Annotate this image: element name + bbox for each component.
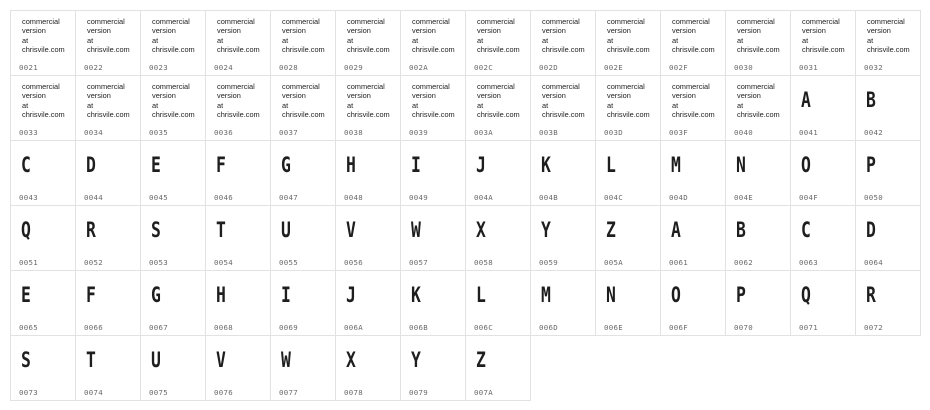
unicode-code-label: 006C [474, 323, 493, 332]
commercial-version-note: commercial version at chrisvile.com [607, 82, 650, 120]
glyph-cell[interactable] [661, 76, 726, 141]
glyph-cell[interactable] [11, 11, 76, 76]
unicode-code-label: 0076 [214, 388, 233, 397]
glyph-preview: H [216, 283, 226, 307]
unicode-code-label: 0071 [799, 323, 818, 332]
glyph-preview: W [411, 218, 421, 242]
unicode-code-label: 0054 [214, 258, 233, 267]
glyph-cell[interactable] [466, 336, 531, 401]
glyph-cell[interactable] [76, 141, 141, 206]
unicode-code-label: 0075 [149, 388, 168, 397]
unicode-code-label: 006B [409, 323, 428, 332]
unicode-code-label: 0030 [734, 63, 753, 72]
unicode-code-label: 0070 [734, 323, 753, 332]
unicode-code-label: 0036 [214, 128, 233, 137]
glyph-cell[interactable] [11, 141, 76, 206]
unicode-code-label: 0031 [799, 63, 818, 72]
commercial-version-note: commercial version at chrisvile.com [87, 82, 130, 120]
glyph-cell[interactable] [596, 11, 661, 76]
unicode-code-label: 0050 [864, 193, 883, 202]
unicode-code-label: 0044 [84, 193, 103, 202]
glyph-cell[interactable] [141, 336, 206, 401]
unicode-code-label: 0047 [279, 193, 298, 202]
commercial-version-note: commercial version at chrisvile.com [672, 17, 715, 55]
commercial-version-note: commercial version at chrisvile.com [217, 82, 260, 120]
glyph-preview: N [606, 283, 616, 307]
glyph-preview: I [281, 283, 291, 307]
glyph-preview: J [346, 283, 356, 307]
glyph-cell[interactable] [401, 141, 466, 206]
glyph-cell[interactable] [466, 141, 531, 206]
unicode-code-label: 0062 [734, 258, 753, 267]
glyph-cell[interactable] [336, 76, 401, 141]
unicode-code-label: 0028 [279, 63, 298, 72]
glyph-preview: C [801, 218, 811, 242]
unicode-code-label: 0021 [19, 63, 38, 72]
glyph-cell[interactable] [206, 336, 271, 401]
glyph-cell[interactable] [11, 271, 76, 336]
glyph-cell[interactable] [661, 206, 726, 271]
commercial-version-note: commercial version at chrisvile.com [542, 17, 585, 55]
unicode-code-label: 0072 [864, 323, 883, 332]
unicode-code-label: 0073 [19, 388, 38, 397]
glyph-cell[interactable] [271, 11, 336, 76]
glyph-cell[interactable] [401, 11, 466, 76]
glyph-cell[interactable] [726, 271, 791, 336]
glyph-cell[interactable] [271, 141, 336, 206]
glyph-preview: V [216, 348, 226, 372]
glyph-cell[interactable] [401, 206, 466, 271]
glyph-preview: G [151, 283, 161, 307]
glyph-preview: L [476, 283, 486, 307]
unicode-code-label: 0048 [344, 193, 363, 202]
glyph-preview: B [866, 88, 876, 112]
glyph-cell[interactable] [141, 206, 206, 271]
glyph-preview: E [21, 283, 31, 307]
unicode-code-label: 0035 [149, 128, 168, 137]
unicode-code-label: 0033 [19, 128, 38, 137]
glyph-cell[interactable] [271, 271, 336, 336]
glyph-cell[interactable] [531, 271, 596, 336]
unicode-code-label: 0024 [214, 63, 233, 72]
glyph-preview: Y [411, 348, 421, 372]
unicode-code-label: 002F [669, 63, 688, 72]
unicode-code-label: 002C [474, 63, 493, 72]
glyph-preview: U [281, 218, 291, 242]
glyph-preview: K [541, 153, 551, 177]
glyph-preview: C [21, 153, 31, 177]
commercial-version-note: commercial version at chrisvile.com [347, 17, 390, 55]
glyph-cell[interactable] [856, 271, 921, 336]
glyph-preview: U [151, 348, 161, 372]
glyph-cell[interactable] [336, 206, 401, 271]
unicode-code-label: 002E [604, 63, 623, 72]
glyph-preview: V [346, 218, 356, 242]
commercial-version-note: commercial version at chrisvile.com [412, 82, 455, 120]
glyph-preview: B [736, 218, 746, 242]
unicode-code-label: 007A [474, 388, 493, 397]
unicode-code-label: 0078 [344, 388, 363, 397]
glyph-preview: R [866, 283, 876, 307]
glyph-cell[interactable] [141, 76, 206, 141]
unicode-code-label: 005A [604, 258, 623, 267]
glyph-cell[interactable] [466, 271, 531, 336]
glyph-cell[interactable] [661, 271, 726, 336]
unicode-code-label: 0056 [344, 258, 363, 267]
unicode-code-label: 0042 [864, 128, 883, 137]
commercial-version-note: commercial version at chrisvile.com [22, 82, 65, 120]
glyph-preview: K [411, 283, 421, 307]
glyph-cell[interactable] [856, 206, 921, 271]
glyph-cell[interactable] [76, 336, 141, 401]
commercial-version-note: commercial version at chrisvile.com [87, 17, 130, 55]
glyph-cell[interactable] [11, 336, 76, 401]
unicode-code-label: 004A [474, 193, 493, 202]
glyph-cell[interactable] [661, 11, 726, 76]
glyph-preview: R [86, 218, 96, 242]
glyph-preview: T [86, 348, 96, 372]
unicode-code-label: 0074 [84, 388, 103, 397]
glyph-preview: X [476, 218, 486, 242]
glyph-preview: O [671, 283, 681, 307]
glyph-preview: Z [606, 218, 616, 242]
commercial-version-note: commercial version at chrisvile.com [867, 17, 910, 55]
glyph-cell[interactable] [856, 11, 921, 76]
glyph-cell[interactable] [596, 271, 661, 336]
unicode-code-label: 0041 [799, 128, 818, 137]
glyph-cell[interactable] [596, 141, 661, 206]
unicode-code-label: 0067 [149, 323, 168, 332]
commercial-version-note: commercial version at chrisvile.com [737, 82, 780, 120]
glyph-cell[interactable] [726, 206, 791, 271]
glyph-cell[interactable] [271, 336, 336, 401]
commercial-version-note: commercial version at chrisvile.com [672, 82, 715, 120]
glyph-cell[interactable] [336, 271, 401, 336]
glyph-preview: I [411, 153, 421, 177]
glyph-grid [10, 10, 921, 401]
unicode-code-label: 0058 [474, 258, 493, 267]
glyph-cell[interactable] [11, 76, 76, 141]
glyph-preview: F [216, 153, 226, 177]
glyph-preview: Y [541, 218, 551, 242]
glyph-cell[interactable] [531, 141, 596, 206]
commercial-version-note: commercial version at chrisvile.com [737, 17, 780, 55]
unicode-code-label: 006D [539, 323, 558, 332]
glyph-cell[interactable] [76, 76, 141, 141]
glyph-preview: D [86, 153, 96, 177]
unicode-code-label: 0046 [214, 193, 233, 202]
glyph-preview: L [606, 153, 616, 177]
unicode-code-label: 0052 [84, 258, 103, 267]
glyph-cell[interactable] [661, 141, 726, 206]
unicode-code-label: 0039 [409, 128, 428, 137]
glyph-preview: N [736, 153, 746, 177]
unicode-code-label: 0040 [734, 128, 753, 137]
commercial-version-note: commercial version at chrisvile.com [282, 82, 325, 120]
glyph-cell[interactable] [791, 271, 856, 336]
unicode-code-label: 002D [539, 63, 558, 72]
glyph-cell[interactable] [791, 11, 856, 76]
glyph-cell[interactable] [726, 141, 791, 206]
glyph-cell[interactable] [791, 141, 856, 206]
glyph-cell[interactable] [466, 76, 531, 141]
unicode-code-label: 006F [669, 323, 688, 332]
glyph-preview: M [671, 153, 681, 177]
commercial-version-note: commercial version at chrisvile.com [282, 17, 325, 55]
glyph-preview: A [671, 218, 681, 242]
unicode-code-label: 0034 [84, 128, 103, 137]
commercial-version-note: commercial version at chrisvile.com [347, 82, 390, 120]
glyph-cell[interactable] [726, 76, 791, 141]
glyph-preview: M [541, 283, 551, 307]
glyph-cell[interactable] [856, 76, 921, 141]
glyph-preview: G [281, 153, 291, 177]
unicode-code-label: 003A [474, 128, 493, 137]
glyph-cell[interactable] [401, 271, 466, 336]
glyph-preview: Z [476, 348, 486, 372]
unicode-code-label: 0029 [344, 63, 363, 72]
glyph-preview: S [21, 348, 31, 372]
unicode-code-label: 003D [604, 128, 623, 137]
glyph-preview: O [801, 153, 811, 177]
commercial-version-note: commercial version at chrisvile.com [22, 17, 65, 55]
glyph-cell[interactable] [336, 336, 401, 401]
unicode-code-label: 0051 [19, 258, 38, 267]
glyph-cell[interactable] [206, 11, 271, 76]
glyph-cell[interactable] [271, 76, 336, 141]
unicode-code-label: 004C [604, 193, 623, 202]
glyph-cell[interactable] [791, 76, 856, 141]
glyph-cell[interactable] [596, 76, 661, 141]
unicode-code-label: 0057 [409, 258, 428, 267]
commercial-version-note: commercial version at chrisvile.com [477, 17, 520, 55]
commercial-version-note: commercial version at chrisvile.com [152, 17, 195, 55]
glyph-cell[interactable] [76, 11, 141, 76]
glyph-cell[interactable] [856, 141, 921, 206]
commercial-version-note: commercial version at chrisvile.com [412, 17, 455, 55]
glyph-cell[interactable] [11, 206, 76, 271]
unicode-code-label: 004F [799, 193, 818, 202]
glyph-cell[interactable] [401, 76, 466, 141]
unicode-code-label: 0079 [409, 388, 428, 397]
unicode-code-label: 0077 [279, 388, 298, 397]
commercial-version-note: commercial version at chrisvile.com [477, 82, 520, 120]
unicode-code-label: 0069 [279, 323, 298, 332]
commercial-version-note: commercial version at chrisvile.com [607, 17, 650, 55]
unicode-code-label: 002A [409, 63, 428, 72]
glyph-preview: H [346, 153, 356, 177]
glyph-cell[interactable] [141, 271, 206, 336]
glyph-cell[interactable] [206, 206, 271, 271]
glyph-preview: E [151, 153, 161, 177]
glyph-cell[interactable] [141, 141, 206, 206]
unicode-code-label: 004D [669, 193, 688, 202]
unicode-code-label: 0068 [214, 323, 233, 332]
commercial-version-note: commercial version at chrisvile.com [217, 17, 260, 55]
unicode-code-label: 004B [539, 193, 558, 202]
unicode-code-label: 0049 [409, 193, 428, 202]
unicode-code-label: 0037 [279, 128, 298, 137]
unicode-code-label: 0045 [149, 193, 168, 202]
glyph-cell[interactable] [336, 11, 401, 76]
glyph-cell[interactable] [336, 141, 401, 206]
glyph-cell[interactable] [401, 336, 466, 401]
unicode-code-label: 006A [344, 323, 363, 332]
glyph-cell[interactable] [531, 206, 596, 271]
glyph-cell[interactable] [141, 11, 206, 76]
glyph-preview: X [346, 348, 356, 372]
glyph-preview: A [801, 88, 811, 112]
glyph-cell[interactable] [206, 76, 271, 141]
unicode-code-label: 004E [734, 193, 753, 202]
commercial-version-note: commercial version at chrisvile.com [802, 17, 845, 55]
glyph-cell[interactable] [466, 11, 531, 76]
unicode-code-label: 0063 [799, 258, 818, 267]
glyph-cell[interactable] [76, 206, 141, 271]
glyph-preview: P [736, 283, 746, 307]
glyph-cell[interactable] [791, 206, 856, 271]
unicode-code-label: 0055 [279, 258, 298, 267]
glyph-preview: P [866, 153, 876, 177]
unicode-code-label: 0059 [539, 258, 558, 267]
glyph-cell[interactable] [76, 271, 141, 336]
glyph-preview: F [86, 283, 96, 307]
unicode-code-label: 0043 [19, 193, 38, 202]
unicode-code-label: 003F [669, 128, 688, 137]
glyph-cell[interactable] [271, 206, 336, 271]
unicode-code-label: 0032 [864, 63, 883, 72]
commercial-version-note: commercial version at chrisvile.com [542, 82, 585, 120]
glyph-preview: Q [21, 218, 31, 242]
unicode-code-label: 0061 [669, 258, 688, 267]
unicode-code-label: 006E [604, 323, 623, 332]
glyph-cell[interactable] [531, 11, 596, 76]
glyph-preview: T [216, 218, 226, 242]
glyph-cell[interactable] [596, 206, 661, 271]
glyph-preview: Q [801, 283, 811, 307]
unicode-code-label: 0066 [84, 323, 103, 332]
unicode-code-label: 0023 [149, 63, 168, 72]
unicode-code-label: 0038 [344, 128, 363, 137]
glyph-cell[interactable] [726, 11, 791, 76]
unicode-code-label: 0053 [149, 258, 168, 267]
unicode-code-label: 003B [539, 128, 558, 137]
glyph-preview: J [476, 153, 486, 177]
glyph-cell[interactable] [466, 206, 531, 271]
glyph-preview: S [151, 218, 161, 242]
unicode-code-label: 0022 [84, 63, 103, 72]
unicode-code-label: 0064 [864, 258, 883, 267]
commercial-version-note: commercial version at chrisvile.com [152, 82, 195, 120]
glyph-preview: W [281, 348, 291, 372]
unicode-code-label: 0065 [19, 323, 38, 332]
glyph-cell[interactable] [206, 141, 271, 206]
glyph-preview: D [866, 218, 876, 242]
glyph-cell[interactable] [531, 76, 596, 141]
glyph-cell[interactable] [206, 271, 271, 336]
